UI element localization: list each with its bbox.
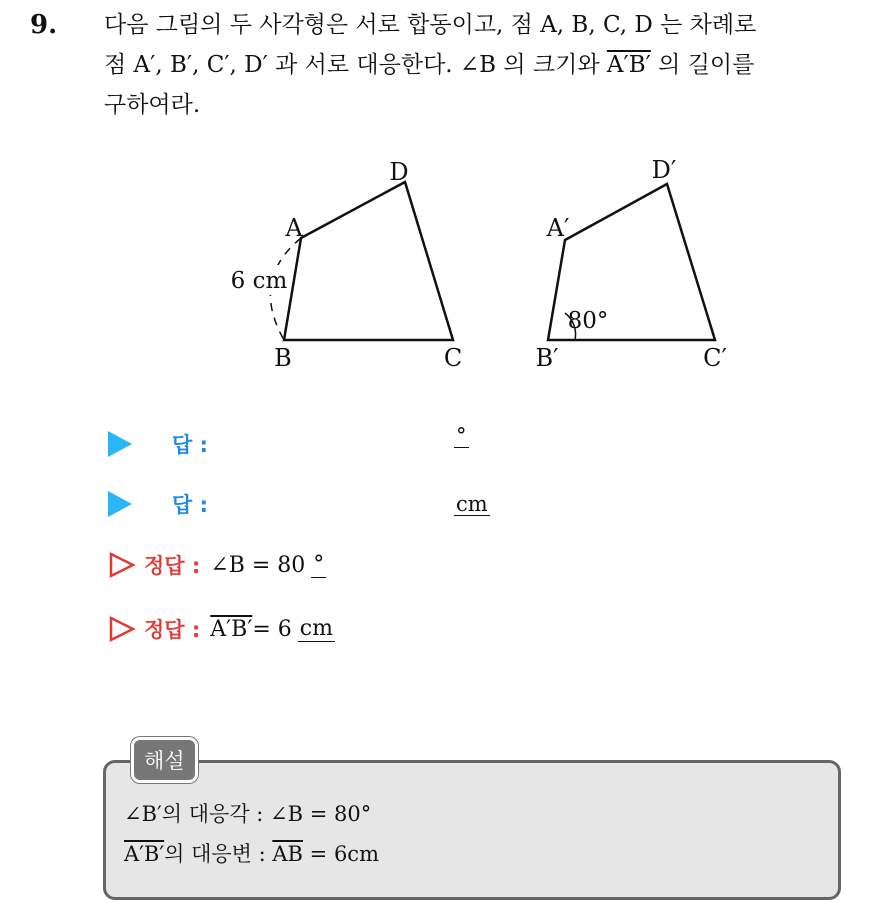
- quadrilateral-abcd: [284, 182, 453, 340]
- right-quadrilateral: [535, 156, 726, 372]
- question-line-2: 점 A′, B′, C′, D′ 과 서로 대응한다. ∠B 의 크기와 A′B′ 의 길이를: [104, 52, 755, 78]
- segment-a-prime-b-prime: A′B′: [606, 52, 651, 78]
- correct-answer-row-2: [108, 614, 335, 644]
- answer-blank-cm[interactable]: cm: [456, 492, 488, 516]
- answer-row-1: [108, 427, 208, 461]
- label-d: D: [389, 158, 409, 186]
- question-line-1: 다음 그림의 두 사각형은 서로 합동이고, 점 A, B, C, D 는 차례로: [104, 12, 757, 38]
- correct-segment: A′B′: [210, 616, 253, 642]
- question-line-3: 구하여라.: [104, 92, 201, 118]
- label-c-prime: C′: [703, 344, 727, 372]
- answer-blank-degree[interactable]: °: [456, 424, 467, 448]
- question-number: 9.: [30, 10, 58, 40]
- correct-unit: °: [313, 552, 325, 577]
- correct-answer-row-1: [108, 550, 326, 580]
- label-b: B: [274, 344, 292, 372]
- explanation-tab: 해설: [131, 737, 198, 783]
- label-a: A: [285, 214, 303, 242]
- explanation-line-2: A′B′의 대응변 : $\overline{AB} = 6cm$: [124, 842, 379, 866]
- play-triangle-icon: [108, 431, 132, 457]
- explanation-box: [103, 760, 841, 900]
- outline-triangle-icon: [108, 551, 136, 579]
- correct-value: ∠B = 80: [210, 552, 306, 578]
- correct-value: = 6: [252, 616, 292, 642]
- correct-label: 정답 :: [144, 554, 201, 578]
- left-quadrilateral: [228, 158, 462, 372]
- correct-unit: cm: [299, 616, 333, 641]
- answer-row-2: [108, 487, 208, 521]
- outline-triangle-icon: [108, 615, 136, 643]
- answer-label: 답 :: [172, 493, 208, 517]
- label-side-length: 6 cm: [230, 268, 288, 294]
- label-b-prime: B′: [535, 344, 559, 372]
- label-d-prime: D′: [651, 156, 677, 184]
- explanation-line-1: ∠B′의 대응각 : ∠B = 80°: [124, 802, 372, 826]
- label-angle: 80°: [567, 308, 609, 334]
- label-c: C: [443, 344, 463, 372]
- correct-label: 정답 :: [144, 618, 201, 642]
- play-triangle-icon: [108, 491, 132, 517]
- congruent-quadrilaterals-figure: [0, 150, 884, 390]
- answer-label: 답 :: [172, 433, 208, 457]
- label-a-prime: A′: [546, 214, 570, 242]
